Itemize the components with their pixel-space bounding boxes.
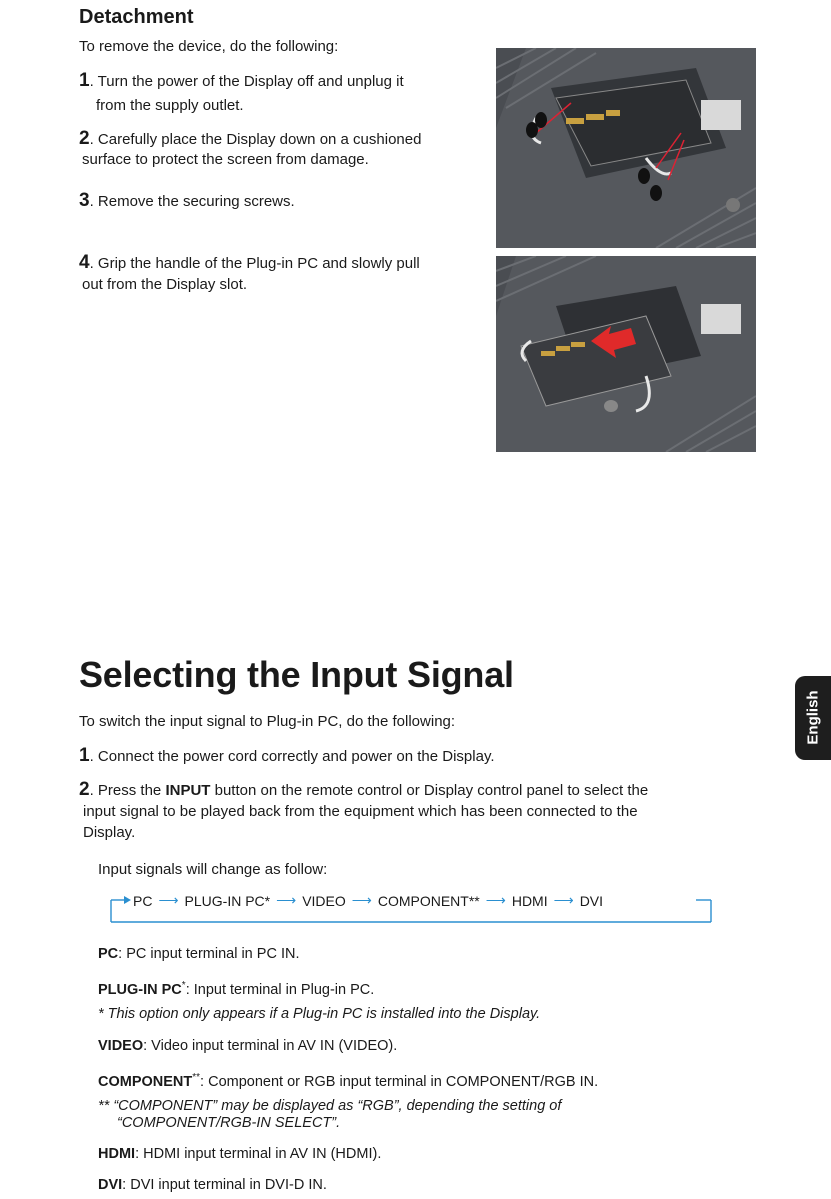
- flow-arrow-icon: ⟶: [158, 892, 179, 908]
- flow-item-plugin-pc: PLUG-IN PC*: [184, 892, 271, 909]
- definition-dvi: [98, 1176, 327, 1195]
- step-number: 1: [79, 70, 90, 91]
- definition-term: COMPONENT: [98, 1073, 193, 1090]
- detachment-step-3: [79, 190, 295, 212]
- detachment-step-2-cont: surface to protect the screen from damage.: [82, 151, 369, 168]
- section-heading-detachment: Detachment: [79, 6, 194, 28]
- step-text: . Carefully place the Display down on a cushioned: [89, 131, 422, 148]
- definition-mark: **: [192, 1072, 201, 1083]
- pull-out-illustration: [496, 256, 756, 452]
- definition-term: PC: [98, 946, 119, 962]
- definition-term: HDMI: [98, 1146, 136, 1162]
- flow-item-dvi: DVI: [579, 892, 604, 909]
- definition-term: PLUG-IN PC: [98, 981, 182, 998]
- photo-remove-screws: [496, 48, 756, 248]
- component-note-line1: ** “COMPONENT” may be displayed as “RGB”, depending the setting of: [98, 1098, 562, 1114]
- component-note-line2: “COMPONENT/RGB-IN SELECT”.: [117, 1115, 341, 1131]
- definition-text: : PC input terminal in PC IN.: [118, 946, 300, 962]
- detachment-step-4-cont: out from the Display slot.: [82, 276, 248, 293]
- definition-text: : DVI input terminal in DVI-D IN.: [122, 1177, 327, 1193]
- step-number: 4: [79, 252, 90, 273]
- input-step-2-cont2: Display.: [83, 824, 136, 841]
- step-text-post: button on the remote control or Display control panel to select the: [210, 782, 649, 799]
- flow-arrow-icon: ⟶: [485, 892, 506, 908]
- detachment-step-1-cont: from the supply outlet.: [96, 97, 244, 114]
- step-number: 1: [79, 745, 90, 766]
- display-back-illustration: [496, 48, 756, 248]
- input-step-2-cont: input signal to be played back from the equipment which has been connected to the: [83, 803, 638, 820]
- input-signal-flow: [110, 889, 714, 925]
- flow-item-hdmi: HDMI: [511, 892, 548, 909]
- step-text: . Connect the power cord correctly and power on the Display.: [89, 748, 495, 765]
- input-button-name: INPUT: [165, 782, 211, 799]
- definition-video: [98, 1037, 397, 1056]
- language-tab: [795, 676, 831, 760]
- step-text: . Remove the securing screws.: [89, 193, 295, 210]
- flow-item-component: COMPONENT**: [377, 892, 480, 909]
- step-text: . Turn the power of the Display off and unplug it: [89, 73, 404, 90]
- input-signal-intro: To switch the input signal to Plug-in PC, do the following:: [79, 713, 456, 730]
- definition-text: : Video input terminal in AV IN (VIDEO).: [143, 1038, 398, 1054]
- definition-text: : Component or RGB input terminal in COMPONENT/RGB IN.: [200, 1073, 599, 1090]
- step-number: 2: [79, 128, 90, 149]
- step-number: 3: [79, 190, 90, 211]
- detachment-step-1: [79, 70, 404, 92]
- definition-term: DVI: [98, 1177, 123, 1193]
- detachment-step-4: [79, 252, 420, 274]
- definition-mark: *: [181, 980, 186, 991]
- section-heading-input-signal: Selecting the Input Signal: [79, 654, 514, 695]
- step-text-pre: . Press the: [89, 782, 166, 799]
- definition-plugin-pc: [98, 976, 374, 1000]
- detachment-intro: To remove the device, do the following:: [79, 38, 339, 55]
- input-step-2: [79, 779, 648, 801]
- flow-arrow-icon: ⟶: [553, 892, 574, 908]
- definition-text: : HDMI input terminal in AV IN (HDMI).: [135, 1146, 382, 1162]
- definition-text: : Input terminal in Plug-in PC.: [185, 981, 375, 998]
- definition-component: [98, 1068, 598, 1092]
- flow-item-video: VIDEO: [302, 892, 346, 909]
- step-text: . Grip the handle of the Plug-in PC and slowly pull: [89, 255, 420, 272]
- flow-arrow-icon: ⟶: [351, 892, 372, 908]
- definition-term: VIDEO: [98, 1038, 144, 1054]
- photo-pull-out: [496, 256, 756, 452]
- detachment-step-2: [79, 128, 421, 150]
- step-number: 2: [79, 779, 90, 800]
- definition-hdmi: [98, 1145, 381, 1164]
- flow-intro: Input signals will change as follow:: [98, 861, 328, 878]
- definition-pc: [98, 945, 299, 964]
- input-step-1: [79, 745, 495, 767]
- flow-arrow-icon: ⟶: [276, 892, 297, 908]
- plugin-pc-note: * This option only appears if a Plug-in PC is installed into the Display.: [98, 1006, 541, 1022]
- language-tab-label: English: [804, 690, 822, 745]
- flow-item-pc: PC: [133, 892, 153, 909]
